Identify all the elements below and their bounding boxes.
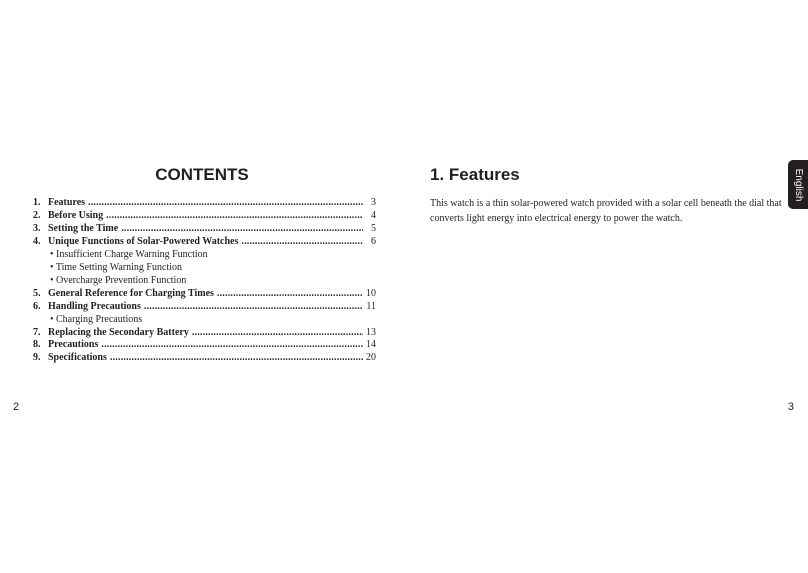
toc-entry-before-using: [33, 210, 376, 223]
toc-title: Unique Functions of Solar-Powered Watches: [48, 235, 239, 247]
toc-page-number: 10: [366, 287, 376, 299]
toc-entry-unique-functions: [33, 236, 376, 249]
toc-number: 6.: [33, 300, 41, 312]
toc-number: 4.: [33, 235, 41, 247]
toc-page-number: 4: [371, 209, 376, 221]
toc-title: Precautions: [48, 339, 99, 351]
toc-subentry-insufficient-charge: • Insufficient Charge Warning Function: [50, 248, 208, 260]
toc-subentry-time-setting-warning: • Time Setting Warning Function: [50, 261, 182, 273]
features-body-text: This watch is a thin solar-powered watch provided with a solar cell beneath the dial that converts light energy into electrical energy to power the watch.: [430, 198, 782, 224]
toc-page-number: 3: [371, 197, 376, 208]
toc-title: Setting the Time: [48, 222, 119, 234]
toc-title: Specifications: [48, 352, 107, 364]
toc-leader-dots: [241, 236, 363, 249]
toc-page-number: 14: [366, 339, 376, 351]
toc-number: 5.: [33, 287, 41, 299]
toc-number: 7.: [33, 326, 41, 338]
right-page: [404, 0, 808, 573]
toc-entry-precautions: [33, 339, 376, 352]
toc-title: Replacing the Secondary Battery: [48, 326, 189, 338]
toc-number: 2.: [33, 209, 41, 221]
toc-entry-features: [33, 197, 376, 210]
toc-leader-dots: [106, 210, 363, 223]
toc-number: 8.: [33, 339, 41, 351]
language-tab: [788, 160, 808, 209]
toc-leader-dots: [121, 223, 363, 236]
page-number-left: 2: [13, 401, 20, 413]
toc-number: 9.: [33, 352, 41, 364]
table-of-contents: [33, 197, 376, 365]
features-heading: 1. Features: [430, 165, 520, 184]
toc-title: Before Using: [48, 209, 104, 221]
toc-number: 1.: [33, 197, 41, 208]
toc-subentry-charging-precautions: • Charging Precautions: [50, 313, 143, 325]
toc-page-number: 6: [371, 235, 376, 247]
toc-number: 3.: [33, 222, 41, 234]
toc-entry-replacing-battery: [33, 327, 376, 340]
toc-leader-dots: [192, 327, 363, 340]
toc-leader-dots: [144, 301, 363, 314]
toc-page-number: 5: [371, 222, 376, 234]
language-tab-label: English: [793, 168, 804, 201]
toc-leader-dots: [110, 352, 363, 365]
toc-page-number: 11: [366, 300, 376, 312]
toc-page-number: 20: [366, 352, 376, 364]
toc-entry-specifications: [33, 352, 376, 365]
toc-entry-charging-times: [33, 288, 376, 301]
toc-title: Features: [48, 197, 86, 208]
toc-leader-dots: [217, 288, 363, 301]
toc-subentry-overcharge-prevention: • Overcharge Prevention Function: [50, 274, 187, 286]
contents-title: CONTENTS: [155, 165, 249, 184]
toc-leader-dots: [88, 197, 363, 210]
toc-leader-dots: [101, 339, 363, 352]
toc-page-number: 13: [366, 326, 376, 338]
toc-title: Handling Precautions: [48, 300, 141, 312]
toc-title: General Reference for Charging Times: [48, 287, 214, 299]
toc-entry-handling-precautions: [33, 301, 376, 314]
page-number-right: 3: [787, 401, 794, 413]
toc-entry-setting-the-time: [33, 223, 376, 236]
